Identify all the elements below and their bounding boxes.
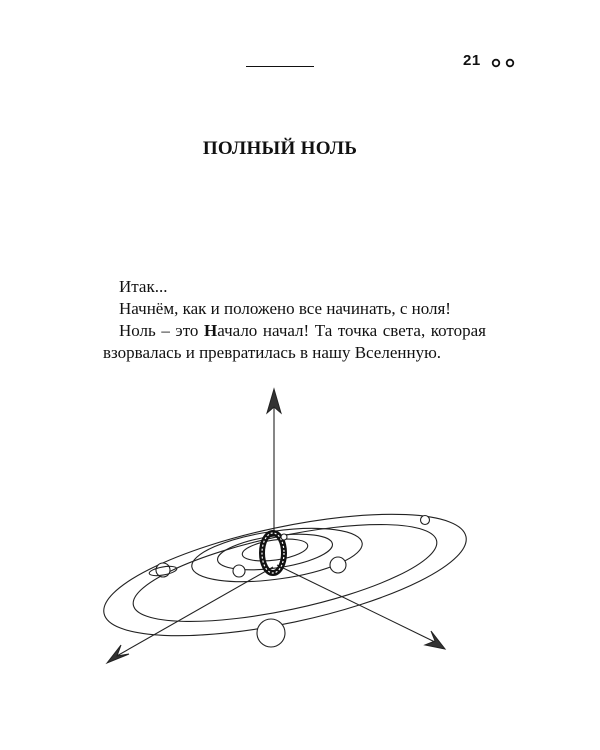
page-ornament-dots bbox=[491, 57, 517, 69]
planet-tiny-center bbox=[281, 534, 287, 540]
axis-right-arrowhead bbox=[425, 631, 445, 649]
axis-left-arrowhead bbox=[107, 645, 129, 663]
paragraph-zero-rest: ачало начал! Та точка света, которая взорвалась и превратилась в нашу Вселенную. bbox=[103, 321, 486, 362]
planet-large bbox=[257, 619, 285, 647]
orbit-middle bbox=[188, 519, 365, 590]
paragraph-start: Начнём, как и положено все начинать, с ноля! bbox=[119, 299, 451, 318]
body-text bbox=[103, 276, 486, 364]
page-number: 21 bbox=[463, 52, 481, 69]
ornament-dot-right bbox=[507, 60, 514, 67]
planet-far-right bbox=[421, 516, 430, 525]
axis-right bbox=[277, 565, 437, 643]
chapter-title: ПОЛНЫЙ НОЛЬ bbox=[202, 138, 358, 159]
ornament-dot-left bbox=[493, 60, 500, 67]
planet-right-small bbox=[330, 557, 346, 573]
solar-system-illustration bbox=[95, 385, 495, 685]
header-rule bbox=[246, 66, 314, 67]
paragraph-intro: Итак... bbox=[119, 277, 168, 296]
paragraph-zero-bold-letter: Н bbox=[203, 321, 218, 340]
paragraph-zero bbox=[103, 320, 486, 364]
orbit-outer-inner bbox=[126, 505, 445, 642]
paragraph-zero-lead: Ноль – это bbox=[119, 321, 204, 340]
planet-left-small bbox=[233, 565, 245, 577]
